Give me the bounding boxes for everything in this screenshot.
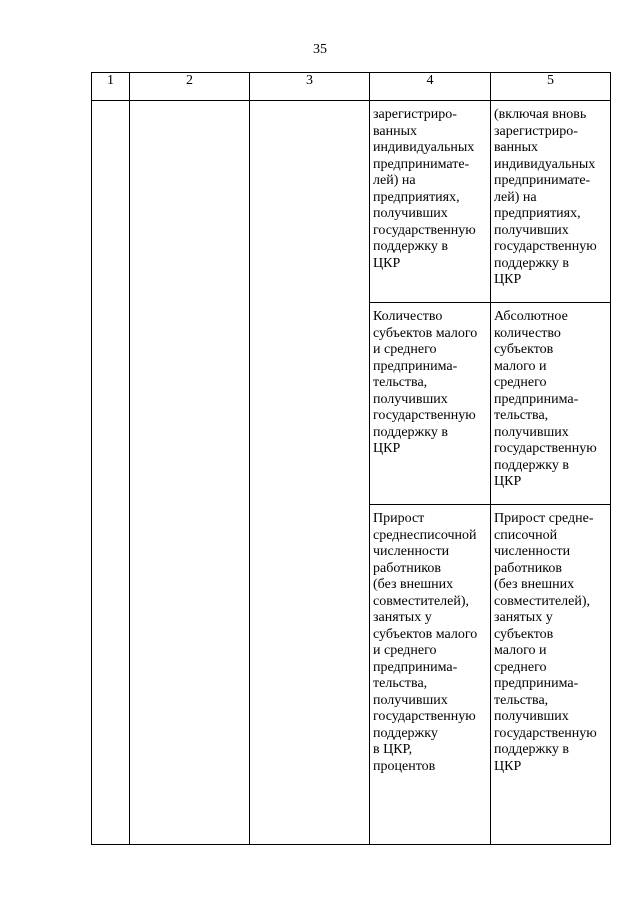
indicator-cell xyxy=(370,101,491,303)
column-2-cell xyxy=(130,101,250,845)
description-cell xyxy=(491,101,611,303)
indicator-cell xyxy=(370,505,491,845)
table-row xyxy=(92,101,611,303)
description-cell xyxy=(491,303,611,505)
column-1-cell xyxy=(92,101,130,845)
description-cell xyxy=(491,505,611,845)
column-3-cell xyxy=(250,101,370,845)
document-table xyxy=(91,72,611,845)
description-text: Абсолютное количество субъектов малого и среднего предпринима- тельства, получивших государственную поддержку в ЦКР xyxy=(494,309,597,489)
column-header-2: 2 xyxy=(130,73,250,101)
description-text: (включая вновь зарегистриро- ванных индивидуальных предпринимате- лей) на предприятиях, получивших государственную поддержку в ЦКР xyxy=(494,107,597,287)
indicator-text: зарегистриро- ванных индивидуальных предпринимате- лей) на предприятиях, получивших государственную поддержку в ЦКР xyxy=(373,107,476,271)
indicator-text: Количество субъектов малого и среднего предпринима- тельства, получивших государственную поддержку в ЦКР xyxy=(373,309,478,456)
column-header-1: 1 xyxy=(92,73,130,101)
description-text: Прирост средне- списочной численности работников (без внешних совместителей), занятых у субъектов малого и среднего предпринима- тельства, получивших государственную поддержку в ЦКР xyxy=(494,511,597,774)
column-header-4: 4 xyxy=(370,73,491,101)
column-header-5: 5 xyxy=(491,73,611,101)
indicator-text: Прирост среднесписочной численности работников (без внешних совместителей), занятых у субъектов малого и среднего предпринима- тельства, получивших государственную поддержку в ЦКР, процентов xyxy=(373,511,478,774)
column-header-3: 3 xyxy=(250,73,370,101)
header-row xyxy=(92,73,611,101)
page-number: 35 xyxy=(313,42,327,57)
indicator-cell xyxy=(370,303,491,505)
